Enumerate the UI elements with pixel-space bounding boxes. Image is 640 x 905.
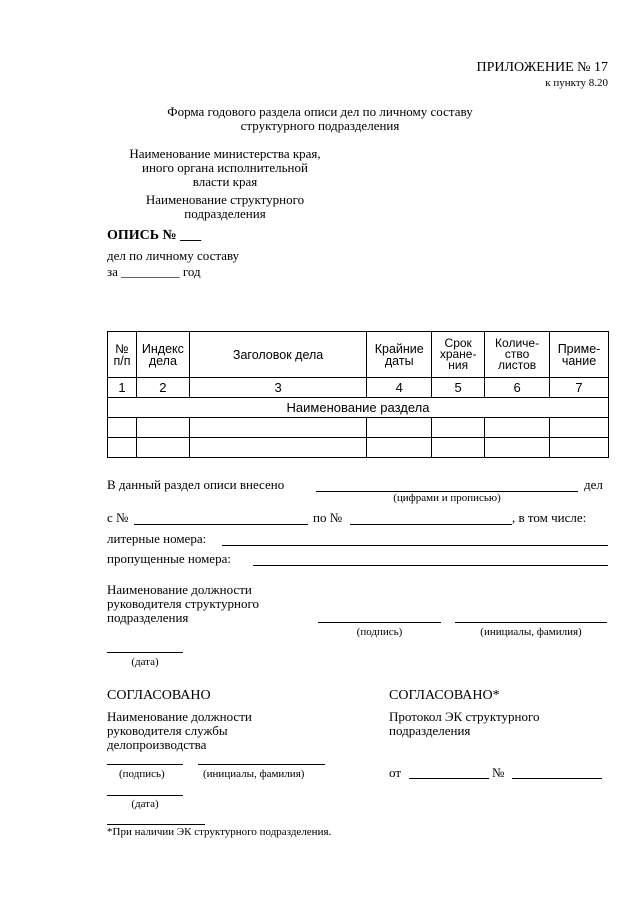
appendix-title: ПРИЛОЖЕНИЕ № 17 xyxy=(476,60,608,75)
position-line2: руководителя структурного xyxy=(107,596,259,611)
agreed-left-line3: делопроизводства xyxy=(107,737,207,752)
agreed-left-signature-field[interactable] xyxy=(107,764,183,765)
missed-numbers-label: пропущенные номера: xyxy=(107,551,231,566)
entered-label: В данный раздел описи внесено xyxy=(107,477,285,492)
table-cell xyxy=(136,418,189,438)
col-header-dates: Крайние даты xyxy=(367,332,432,378)
signature-field[interactable] xyxy=(318,622,441,623)
col-header-number: № п/п xyxy=(108,332,137,378)
protocol-date-field[interactable] xyxy=(409,778,489,779)
position-line3: подразделения xyxy=(107,610,189,625)
org-name-line3: власти края xyxy=(192,174,258,189)
table-cell xyxy=(189,418,366,438)
to-number-field[interactable] xyxy=(350,524,512,525)
table-cell xyxy=(367,418,432,438)
footnote-divider xyxy=(107,824,205,825)
protocol-from-label: от xyxy=(389,765,402,780)
agreed-left-title: СОГЛАСОВАНО xyxy=(107,688,211,703)
agreed-left-name-field[interactable] xyxy=(198,764,325,765)
col-number-4: 4 xyxy=(367,378,432,398)
agreed-left-name-hint: (инициалы, фамилия) xyxy=(203,768,305,780)
appendix-reference: к пункту 8.20 xyxy=(545,77,608,89)
org-name-line2: иного органа исполнительной xyxy=(142,160,308,175)
table-header-row xyxy=(108,332,609,378)
protocol-number-label: № xyxy=(492,765,505,780)
col-header-title: Заголовок дела xyxy=(189,332,366,378)
table-cell xyxy=(550,438,609,458)
table-cell xyxy=(485,438,550,458)
table-cell xyxy=(189,438,366,458)
col-header-sheets: Количе- ство листов xyxy=(485,332,550,378)
footnote: *При наличии ЭК структурного подразделения. xyxy=(107,826,332,838)
letter-numbers-field[interactable] xyxy=(222,545,608,546)
table-row xyxy=(108,418,609,438)
col-number-2: 2 xyxy=(136,378,189,398)
agreed-right-line1: Протокол ЭК структурного xyxy=(389,709,540,724)
from-number-field[interactable] xyxy=(134,524,308,525)
form-title-line2: структурного подразделения xyxy=(240,118,400,133)
org-name-line1: Наименование министерства края, xyxy=(129,146,321,161)
to-label: по № xyxy=(313,510,343,525)
table-cell xyxy=(367,438,432,458)
table-cell xyxy=(108,438,137,458)
date-hint: (дата) xyxy=(131,656,159,668)
dept-name-line2: подразделения xyxy=(184,206,266,221)
including-label: , в том числе: xyxy=(512,510,587,525)
table-cell xyxy=(550,418,609,438)
agreed-left-line2: руководителя службы xyxy=(107,723,228,738)
from-label: с № xyxy=(107,510,129,525)
col-header-index: Индекс дела xyxy=(136,332,189,378)
protocol-number-field[interactable] xyxy=(512,778,602,779)
agreed-left-signature-hint: (подпись) xyxy=(119,768,165,780)
date-field[interactable] xyxy=(107,652,183,653)
letter-numbers-label: литерные номера: xyxy=(107,531,207,546)
agreed-left-line1: Наименование должности xyxy=(107,709,252,724)
opis-heading: ОПИСЬ № ___ xyxy=(107,228,202,243)
table-cell xyxy=(108,418,137,438)
col-header-note: Приме- чание xyxy=(550,332,609,378)
table-number-row xyxy=(108,378,609,398)
col-header-term: Срок хране- ния xyxy=(432,332,485,378)
entered-hint: (цифрами и прописью) xyxy=(393,492,501,504)
agreed-left-date-hint: (дата) xyxy=(131,798,159,810)
position-line1: Наименование должности xyxy=(107,582,252,597)
form-title-line1: Форма годового раздела описи дел по личному составу xyxy=(167,104,473,119)
col-number-1: 1 xyxy=(108,378,137,398)
opis-year: за _________ год xyxy=(107,264,201,279)
agreed-right-line2: подразделения xyxy=(389,723,471,738)
opis-subtitle: дел по личному составу xyxy=(107,248,240,263)
missed-numbers-field[interactable] xyxy=(253,565,608,566)
opis-table xyxy=(107,331,609,458)
table-cell xyxy=(136,438,189,458)
col-number-7: 7 xyxy=(550,378,609,398)
table-cell xyxy=(432,418,485,438)
table-cell xyxy=(485,418,550,438)
entered-unit: дел xyxy=(584,477,603,492)
agreed-left-date-field[interactable] xyxy=(107,795,183,796)
dept-name-line1: Наименование структурного xyxy=(145,192,305,207)
signature-hint: (подпись) xyxy=(356,626,403,638)
col-number-6: 6 xyxy=(485,378,550,398)
section-name-cell: Наименование раздела xyxy=(108,398,609,418)
agreed-right-title: СОГЛАСОВАНО* xyxy=(389,688,500,703)
name-hint: (инициалы, фамилия) xyxy=(480,626,582,638)
col-number-3: 3 xyxy=(189,378,366,398)
table-row xyxy=(108,438,609,458)
col-number-5: 5 xyxy=(432,378,485,398)
name-field[interactable] xyxy=(455,622,607,623)
table-cell xyxy=(432,438,485,458)
table-section-row xyxy=(108,398,609,418)
